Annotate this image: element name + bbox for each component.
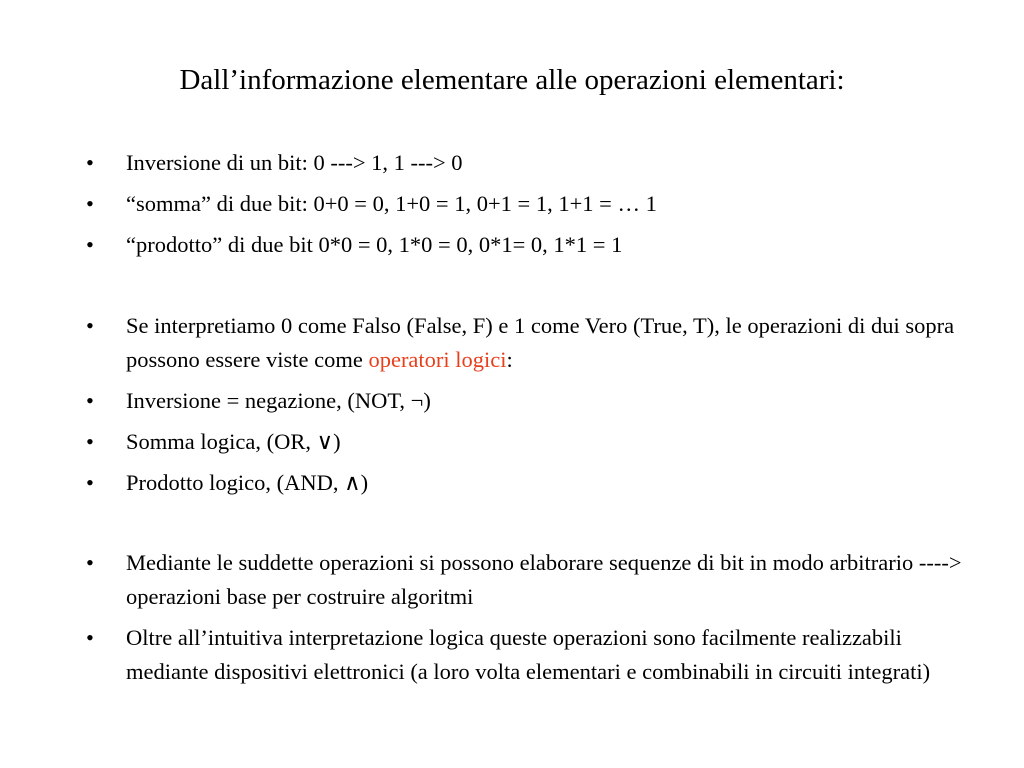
list-item-suffix: : <box>506 347 513 372</box>
bullet-icon: • <box>86 470 94 495</box>
list-item <box>86 621 966 689</box>
bullet-icon: • <box>86 232 94 257</box>
list-item <box>86 425 966 459</box>
list-item-text: Oltre all’intuitiva interpretazione logica queste operazioni sono facilmente realizzabili mediante dispositivi elettronici (a loro volta elementari e combinabili in circuiti integrati) <box>126 625 931 684</box>
bullet-list-applications <box>86 546 966 696</box>
bullet-icon: • <box>86 625 94 650</box>
bullet-icon: • <box>86 550 94 575</box>
slide-title: Dall’informazione elementare alle operazioni elementari: <box>179 64 845 96</box>
bullet-list-logic-operators <box>86 309 966 507</box>
bullet-icon: • <box>86 150 94 175</box>
list-item-text: Somma logica, (OR, ∨) <box>126 429 341 454</box>
bullet-icon: • <box>86 191 94 216</box>
list-item <box>86 309 966 377</box>
list-item-text: Inversione di un bit: 0 ---> 1, 1 ---> 0 <box>126 150 463 175</box>
highlighted-term: operatori logici <box>368 347 507 372</box>
list-item <box>86 546 966 614</box>
list-item-text: Mediante le suddette operazioni si possono elaborare sequenze di bit in modo arbitrario ----> operazioni base per costruire algoritmi <box>126 550 962 609</box>
list-item <box>86 228 966 262</box>
list-item-text: Inversione = negazione, (NOT, ¬) <box>126 388 431 413</box>
bullet-list-bit-operations <box>86 146 966 269</box>
bullet-icon: • <box>86 429 94 454</box>
list-item-text: Prodotto logico, (AND, ∧) <box>126 470 369 495</box>
list-item <box>86 466 966 500</box>
bullet-icon: • <box>86 388 94 413</box>
list-item <box>86 146 966 180</box>
list-item <box>86 384 966 418</box>
bullet-icon: • <box>86 313 94 338</box>
list-item <box>86 187 966 221</box>
list-item-text: “prodotto” di due bit 0*0 = 0, 1*0 = 0, 0*1= 0, 1*1 = 1 <box>126 232 623 257</box>
list-item-text: “somma” di due bit: 0+0 = 0, 1+0 = 1, 0+1 = 1, 1+1 = … 1 <box>126 191 657 216</box>
list-item-text: Se interpretiamo 0 come Falso (False, F) e 1 come Vero (True, T), le operazioni di dui sopra possono essere viste come <box>126 313 955 372</box>
